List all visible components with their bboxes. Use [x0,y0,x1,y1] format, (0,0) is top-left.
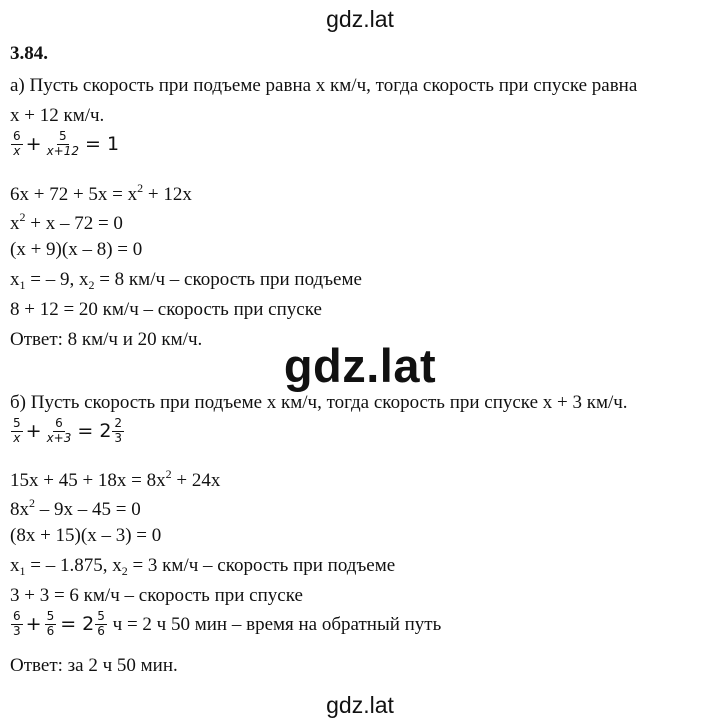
plus-sign: + [25,420,42,443]
fraction-numerator: 2 [114,416,123,430]
fraction-denominator: 3 [114,430,123,445]
part-a-answer: Ответ: 8 км/ч и 20 км/ч. [10,329,203,350]
fraction-numerator: 5 [97,609,105,623]
equation-text: + 12x [143,184,192,205]
problem-number: 3.84. [10,43,48,64]
plus-sign: + [25,613,42,636]
equation-rhs: = 2 [60,613,95,636]
part-a-equation-2 [10,182,192,204]
part-a-equation-4: (x + 9)(x – 8) = 0 [10,239,143,260]
exponent: 2 [29,496,35,510]
exponent: 2 [165,467,172,481]
equation-rhs: = 1 [85,133,120,156]
equation-text: 8x [10,499,29,520]
plus-sign: + [25,133,42,156]
fraction-numerator: 5 [13,416,21,430]
equation-text: = – 1.875, x [25,555,122,576]
part-b-statement: б) Пусть скорость при подъеме x км/ч, тогда скорость при спуске x + 3 км/ч. [10,392,628,413]
fraction-denominator: 6 [46,623,55,638]
fraction [11,417,23,446]
part-a-roots [10,270,362,291]
equation-text: 15x + 45 + 18x = 8x [10,470,166,491]
watermark-top: gdz.lat [326,6,394,32]
subscript: 1 [19,564,26,578]
fraction [45,417,74,446]
equation-text: = 8 км/ч – скорость при подъеме [94,269,362,290]
part-b-equation-fractions [10,417,125,446]
fraction-numerator: 6 [13,609,21,623]
exponent: 2 [19,210,26,224]
part-b-equation-4: (8x + 15)(x – 3) = 0 [10,525,162,546]
part-b-time-equation [10,610,441,639]
part-b-descent-speed: 3 + 3 = 6 км/ч – скорость при спуске [10,585,303,606]
subscript: 1 [19,278,26,292]
subscript: 2 [121,564,128,578]
fraction-denominator: x [13,430,21,445]
part-a-equation-fractions [10,130,119,159]
exponent: 2 [137,181,144,195]
equation-text: = 3 км/ч – скорость при подъеме [127,555,396,576]
fraction-denominator: x [13,143,21,158]
fraction-numerator: 5 [46,609,55,623]
mixed-fraction [112,417,124,446]
fraction-numerator: 6 [55,416,63,430]
equation-tail: ч = 2 ч 50 мин – время на обратный путь [107,613,442,635]
part-b-equation-3 [10,497,141,519]
part-a-statement-line1: а) Пусть скорость при подъеме равна x км/ч, тогда скорость при спуске равна [10,75,638,96]
fraction-numerator: 6 [13,129,21,143]
watermark-bottom: gdz.lat [326,692,394,718]
fraction-denominator: x+12 [46,143,79,158]
equation-text: x [10,269,20,290]
fraction-denominator: x+3 [46,430,72,445]
fraction [11,130,23,159]
fraction [45,610,57,639]
fraction [45,130,81,159]
equation-text: + 24x [171,470,221,491]
fraction [11,610,23,639]
part-a-statement-line2: x + 12 км/ч. [10,105,105,126]
equation-rhs: = 2 [77,420,112,443]
part-b-roots [10,556,395,577]
part-b-answer: Ответ: за 2 ч 50 мин. [10,655,178,676]
part-a-descent-speed: 8 + 12 = 20 км/ч – скорость при спуске [10,299,322,320]
equation-text: – 9x – 45 = 0 [35,499,141,520]
fraction-denominator: 3 [13,623,21,638]
part-b-equation-2 [10,468,220,490]
fraction-denominator: 6 [97,623,105,638]
equation-text: x [10,213,20,234]
fraction-numerator: 5 [58,129,67,143]
part-a-equation-3 [10,211,123,233]
mixed-fraction [95,610,107,639]
watermark-middle: gdz.lat [283,339,437,392]
equation-text: x [10,555,20,576]
equation-text: = – 9, x [25,269,89,290]
equation-text: 6x + 72 + 5x = x [10,184,138,205]
subscript: 2 [88,278,95,292]
equation-text: + x – 72 = 0 [25,213,123,234]
